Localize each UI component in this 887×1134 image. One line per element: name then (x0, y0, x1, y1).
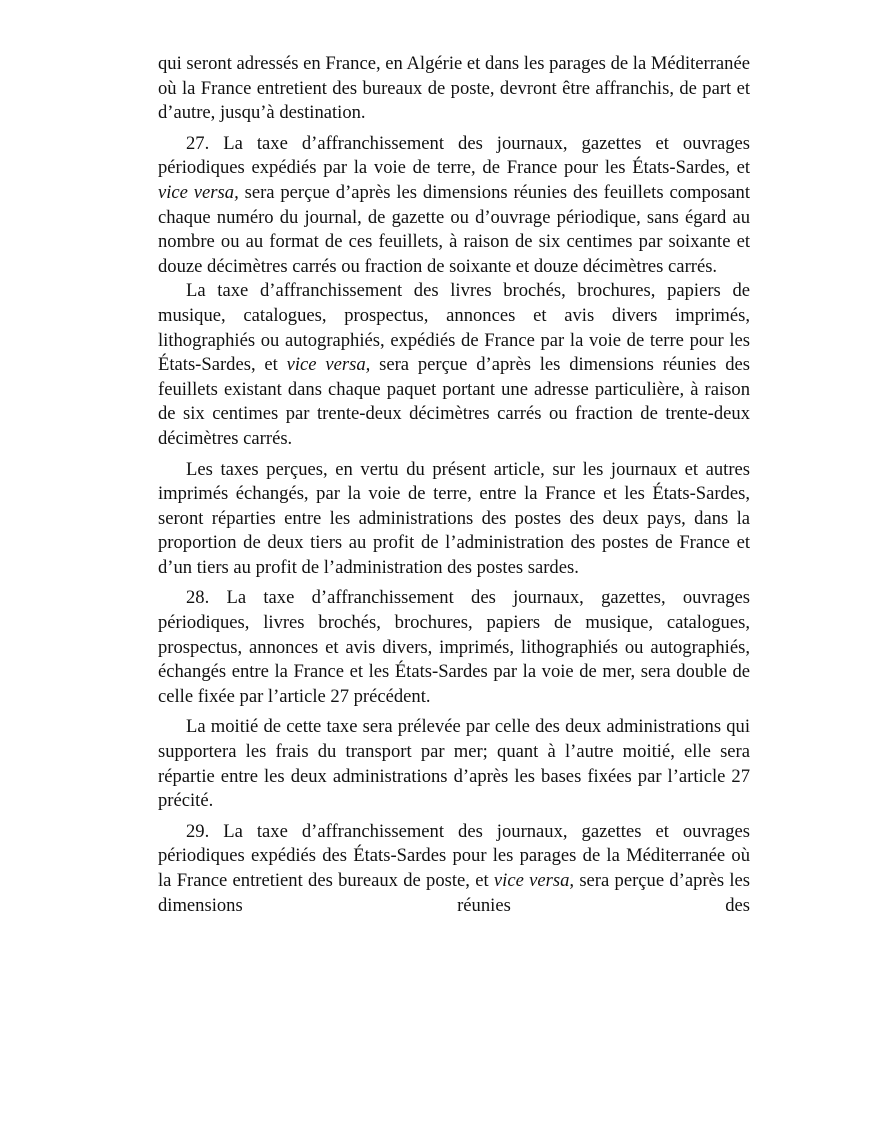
article-28-text: La taxe d’affranchissement des journaux, gazettes, ouvrages périodiques, livres brochés, brochures, papiers de musique, catalogues, prospectus, annonces et avis divers, imprimés, lithographiés ou autographiés, échangés entre la France et les États-Sardes par la voie de mer, sera double de celle fixée par l’article 27 précédent. (158, 587, 750, 707)
paragraph-article-27 (158, 132, 750, 280)
paragraph-article-29 (158, 820, 750, 918)
article-29-text-b: sera perçue d’après les dimensions réunies des (158, 870, 750, 916)
paragraph-article-27-taxes: Les taxes perçues, en vertu du présent article, sur les journaux et autres imprimés échangés, par la voie de terre, entre la France et les États-Sardes, seront réparties entre les administrations des postes des deux pays, dans la proportion de deux tiers au profit de l’administration des postes de France et d’un tiers au profit de l’administration des postes sardes. (158, 458, 750, 578)
article-number-29: 29. (186, 820, 210, 842)
document-page (158, 52, 750, 918)
books-text-b: sera perçue d’après les dimensions réunies des feuillets existant dans chaque paquet portant une adresse particulière, à raison de six centimes par trente-deux décimètres carrés ou fraction de trente-deux décimètres carrés. (158, 354, 751, 449)
article-27-text-a: La taxe d’affranchissement des journaux, gazettes et ouvrages périodiques expédiés par la voie de terre, de France pour les États-Sardes, et (158, 132, 750, 179)
article-27-italic: vice versa, (158, 181, 239, 203)
article-number-28: 28. (186, 587, 210, 609)
paragraph-article-28-half: La moitié de cette taxe sera prélevée par celle des deux administrations qui supportera les frais du transport par mer; quant à l’autre moitié, elle sera répartie entre les deux administrations d’après les bases fixées par l’article 27 précité. (158, 716, 750, 812)
paragraph-continuation: qui seront adressés en France, en Algérie et dans les parages de la Méditerranée où la France entretient des bureaux de poste, devront être affranchis, de part et d’autre, jusqu’à destination. (158, 53, 750, 124)
paragraph-article-28 (158, 586, 750, 709)
books-text-a: La taxe d’affranchissement des livres brochés, brochures, papiers de musique, catalogues, prospectus, annonces et avis divers imprimés, lithographiés ou autographiés, expédiés de France par la voie de terre pour les États-Sardes, et (158, 280, 750, 376)
paragraph-article-27-books (158, 279, 750, 451)
article-number-27: 27. (186, 132, 210, 154)
article-27-text-b: sera perçue d’après les dimensions réunies des feuillets composant chaque numéro du journal, de gazette ou d’ouvrage périodique, sans égard au nombre ou au format de ces feuillets, à raison de six centimes par soixante et douze décimètres carrés ou fraction de soixante et douze décimètres carrés. (158, 181, 750, 277)
books-italic: vice versa, (286, 354, 371, 376)
article-29-text-a: La taxe d’affranchissement des journaux, gazettes et ouvrages périodiques expédiés des États-Sardes pour les parages de la Méditerranée où la France entretient des bureaux de poste, et (158, 820, 750, 891)
article-29-italic: vice versa, (493, 870, 575, 891)
